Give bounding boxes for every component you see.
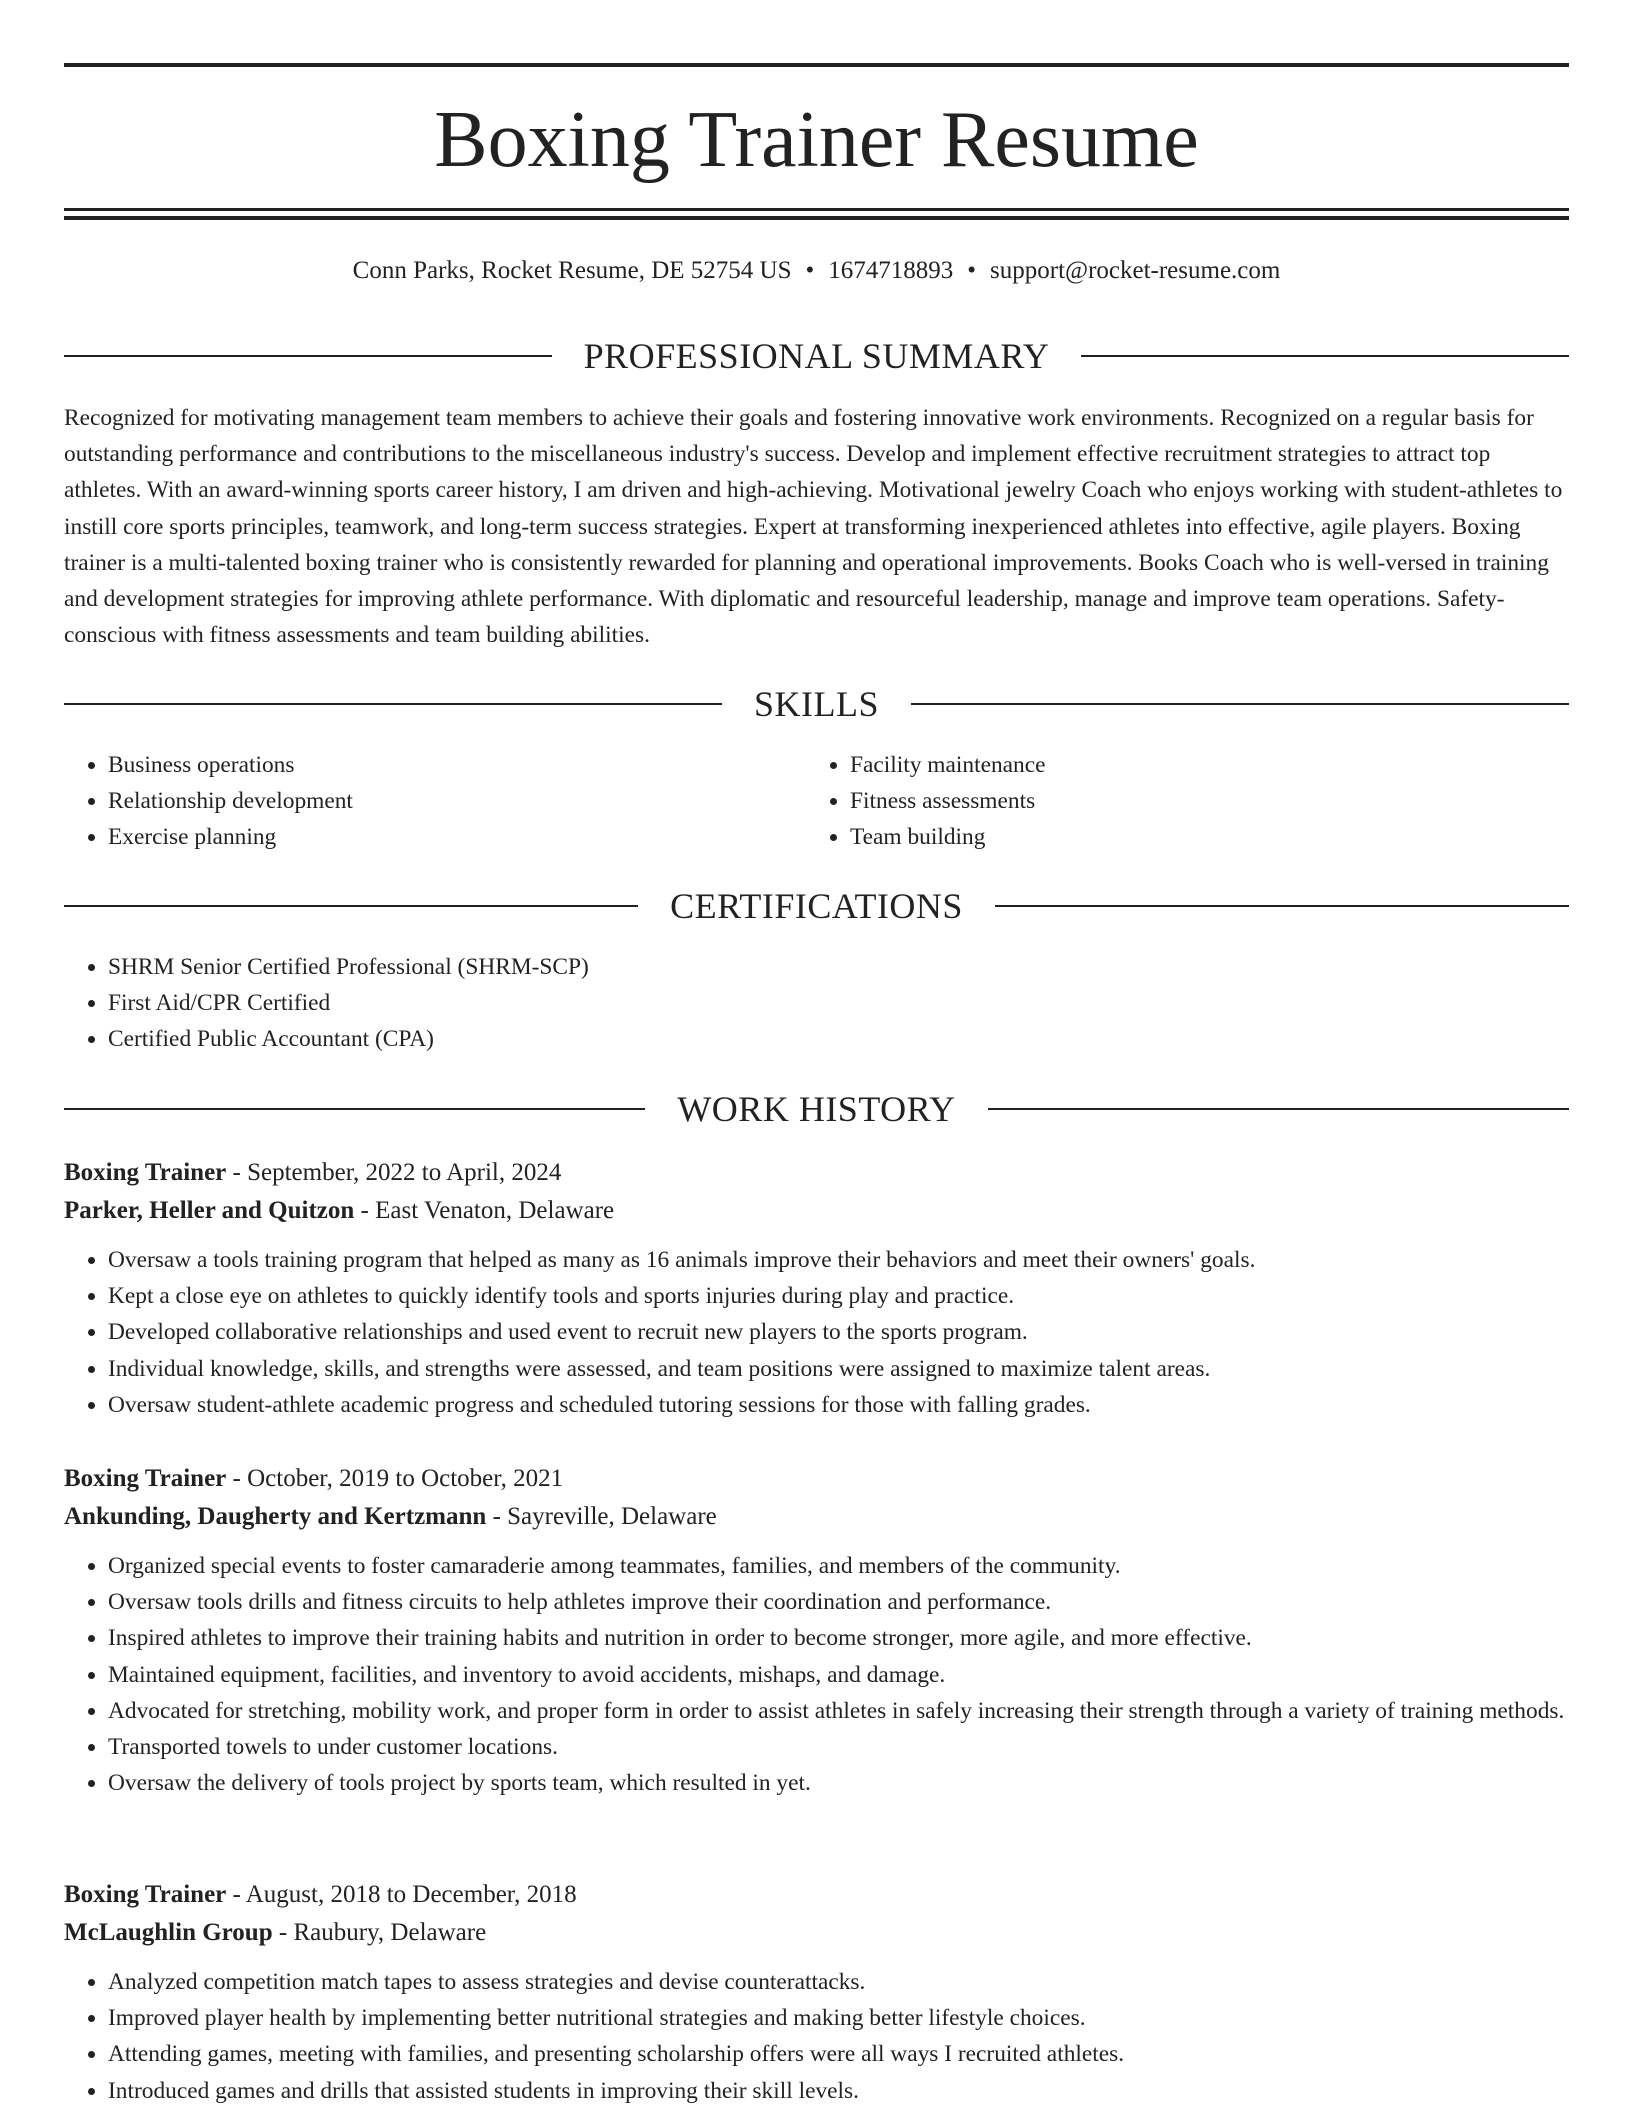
job-title: Boxing Trainer [64, 1465, 227, 1492]
job-bullet: • Individual knowledge, skills, and strengths were assessed, and team positions were assigned to maximize talent areas. [108, 1351, 1569, 1387]
job-company: Parker, Heller and Quitzon [64, 1197, 355, 1224]
contact-separator: • [967, 257, 977, 284]
title-rule-lower [64, 216, 1569, 220]
job-entry [64, 1154, 1569, 1423]
contact-email: support@rocket-resume.com [990, 257, 1281, 284]
skill-item: • Exercise planning [108, 819, 806, 855]
skills-list [64, 747, 1569, 856]
job-bullet: • Advocated for stretching, mobility work, and proper form in order to assist athletes in safely increasing their strength through a variety of training methods. [108, 1693, 1569, 1729]
job-dates: - September, 2022 to April, 2024 [226, 1159, 562, 1186]
certification-item: • SHRM Senior Certified Professional (SHRM-SCP) [108, 949, 1569, 985]
job-bullet: • Kept a close eye on athletes to quickly identify tools and sports injuries during play and practice. [108, 1278, 1569, 1314]
certification-item: • Certified Public Accountant (CPA) [108, 1021, 1569, 1057]
job-bullet: • Developed collaborative relationships and used event to recruit new players to the sports program. [108, 1314, 1569, 1350]
skill-item: • Fitness assessments [850, 783, 1548, 819]
section-title: CERTIFICATIONS [670, 886, 963, 926]
job-company: McLaughlin Group [64, 1919, 273, 1946]
section-heading-summary [64, 334, 1569, 378]
job-company-line [64, 1498, 1569, 1536]
job-bullets [64, 1548, 1569, 1801]
heading-rule-right [995, 905, 1569, 907]
job-role-line [64, 1460, 1569, 1498]
skill-item: • Facility maintenance [850, 747, 1548, 783]
title-rule-upper [64, 208, 1569, 211]
job-entry [64, 1876, 1569, 2109]
skill-item: • Business operations [108, 747, 806, 783]
job-location: - Raubury, Delaware [272, 1919, 487, 1946]
job-role-line [64, 1876, 1569, 1914]
skill-item: • Relationship development [108, 783, 806, 819]
job-company: Ankunding, Daugherty and Kertzmann [64, 1503, 487, 1530]
heading-rule-right [1081, 355, 1569, 357]
job-bullet: • Maintained equipment, facilities, and inventory to avoid accidents, mishaps, and damage. [108, 1657, 1569, 1693]
job-dates: - August, 2018 to December, 2018 [226, 1881, 577, 1908]
heading-rule-left [64, 703, 722, 705]
job-bullet: • Oversaw tools drills and fitness circuits to help athletes improve their coordination and performance. [108, 1584, 1569, 1620]
job-bullet: • Inspired athletes to improve their training habits and nutrition in order to become stronger, more agile, and more effective. [108, 1620, 1569, 1656]
job-bullet: • Transported towels to under customer locations. [108, 1729, 1569, 1765]
job-bullet: • Oversaw the delivery of tools project by sports team, which resulted in yet. [108, 1765, 1569, 1801]
job-title: Boxing Trainer [64, 1881, 227, 1908]
job-bullet: • Organized special events to foster camaraderie among teammates, families, and members of the community. [108, 1548, 1569, 1584]
heading-rule-left [64, 1108, 645, 1110]
section-title: PROFESSIONAL SUMMARY [583, 336, 1050, 376]
job-title: Boxing Trainer [64, 1159, 227, 1186]
job-company-line [64, 1192, 1569, 1230]
top-rule [64, 63, 1569, 67]
heading-rule-left [64, 905, 638, 907]
job-location: - Sayreville, Delaware [486, 1503, 717, 1530]
job-entry [64, 1460, 1569, 1801]
summary-text: Recognized for motivating management team members to achieve their goals and fostering innovative work environments. Recognized on a regular basis for outstanding performance and contributions to the miscellaneous industry's success. Develop and implement effective recruitment strategies to attract top athletes. With an award-winning sports career history, I am driven and high-achieving. Motivational jewelry Coach who enjoys working with student-athletes to instill core sports principles, teamwork, and long-term success strategies. Expert at transforming inexperienced athletes into effective, agile players. Boxing trainer is a multi-talented boxing trainer who is consistently rewarded for planning and operational improvements. Books Coach who is well-versed in training and development strategies for improving athlete performance. With diplomatic and resourceful leadership, manage and improve team operations. Safety-conscious with fitness assessments and team building abilities. [64, 405, 1563, 649]
contact-phone: 1674718893 [828, 257, 954, 284]
heading-rule-left [64, 355, 552, 357]
section-title: SKILLS [754, 684, 880, 724]
contact-line [64, 254, 1569, 288]
job-bullet: • Oversaw student-athlete academic progress and scheduled tutoring sessions for those with falling grades. [108, 1387, 1569, 1423]
resume-title: Boxing Trainer Resume [434, 96, 1199, 184]
section-heading-skills [64, 682, 1569, 726]
job-bullet: • Improved player health by implementing better nutritional strategies and making better lifestyle choices. [108, 2000, 1569, 2036]
contact-separator: • [805, 257, 815, 284]
job-bullet: • Attending games, meeting with families, and presenting scholarship offers were all ways I recruited athletes. [108, 2036, 1569, 2072]
job-company-line [64, 1914, 1569, 1952]
job-bullet: • Introduced games and drills that assisted students in improving their skill levels. [108, 2073, 1569, 2109]
certifications-list [64, 949, 1569, 1058]
job-bullet: • Oversaw a tools training program that helped as many as 16 animals improve their behaviors and meet their owners' goals. [108, 1242, 1569, 1278]
heading-rule-right [988, 1108, 1569, 1110]
skills-column-left [64, 747, 806, 856]
section-heading-work-history [64, 1087, 1569, 1131]
job-dates: - October, 2019 to October, 2021 [226, 1465, 564, 1492]
contact-address: Conn Parks, Rocket Resume, DE 52754 US [352, 257, 792, 284]
skill-item: • Team building [850, 819, 1548, 855]
heading-rule-right [911, 703, 1569, 705]
job-location: - East Venaton, Delaware [354, 1197, 615, 1224]
certification-item: • First Aid/CPR Certified [108, 985, 1569, 1021]
skills-column-right [806, 747, 1548, 856]
section-title: WORK HISTORY [677, 1089, 956, 1129]
section-heading-certifications [64, 884, 1569, 928]
job-bullets [64, 1964, 1569, 2109]
job-role-line [64, 1154, 1569, 1192]
job-bullet: • Analyzed competition match tapes to assess strategies and devise counterattacks. [108, 1964, 1569, 2000]
job-bullets [64, 1242, 1569, 1423]
